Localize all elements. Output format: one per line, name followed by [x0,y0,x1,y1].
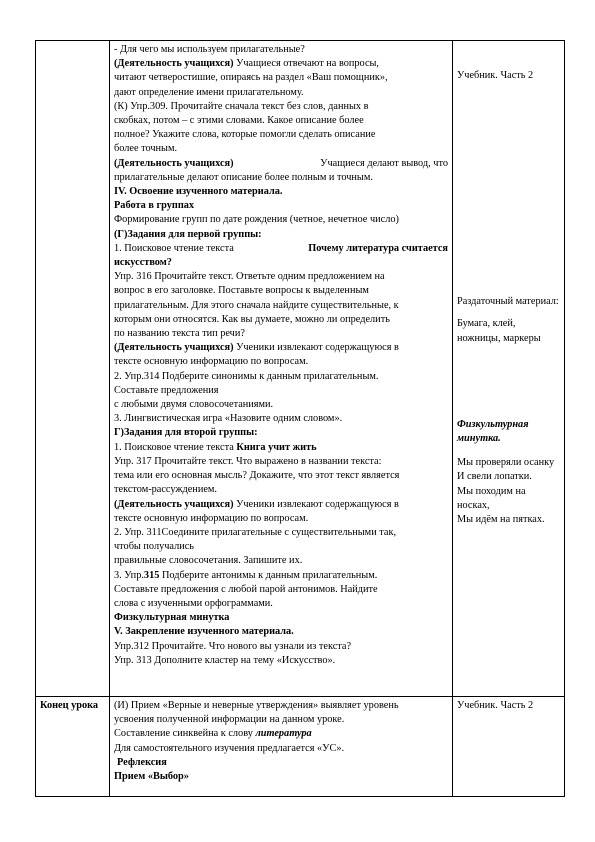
resources-cell [453,41,565,697]
text-line: тема или его основная мысль? Докажите, что этот текст является [114,470,400,482]
text-line: более точным. [114,143,178,155]
resource-handout-items: Бумага, клей, ножницы, маркеры [457,318,541,344]
text-line: (Деятельность учащихся) Ученики извлекают содержащуюся в [114,498,399,510]
text-line: (Деятельность учащихся) Учащиеся отвечают на вопросы, [114,58,380,70]
fizminutka-line: Мы идём на пятках. [457,514,545,526]
text-line: 1. Поисковое чтение текста Почему литература считается [114,242,448,254]
text-line: Составьте предложения [114,384,219,396]
text-line: правильные словосочетания. Запишите их. [114,555,303,567]
table-row [36,697,565,797]
fizminutka-line: Мы походим на носках, [457,485,526,511]
fizminutka-line: И свели лопатки. [457,471,532,483]
resource-handout-title: Раздаточный материал: [457,296,559,308]
text-line: которым они относятся. Как вы думаете, можно ли определить [114,313,390,325]
content-cell [110,697,453,797]
text-line: Упр.312 Прочитайте. Что нового вы узнали из текста? [114,640,352,652]
text-line: Формирование групп по дате рождения (четное, нечетное число) [114,214,399,226]
text-line: Упр. 317 Прочитайте текст. Что выражено в названии текста: [114,455,382,467]
text-line: 1. Поисковое чтение текста Книга учит жить [114,441,317,453]
text-line: слова с изученными орфограммами. [114,597,273,609]
text-line: (И) Прием «Верные и неверные утверждения» выявляет уровень [114,700,399,711]
stage-cell: Конец урока [36,697,110,797]
text-line: 2. Упр.314 Подберите синонимы к данным прилагательным. [114,370,379,382]
text-line: тексте основную информацию по вопросам. [114,512,309,524]
text-line: чтобы получались [114,541,194,553]
resource-textbook: Учебник. Часть 2 [457,70,534,81]
stage-cell [36,41,110,697]
text-line: Составьте предложения с любой парой антонимов. Найдите [114,583,378,595]
lesson-plan-table [35,40,565,797]
text-line: Упр. 313 Дополните кластер на тему «Искусство». [114,654,336,666]
text-line: прилагательным. Для этого сначала найдите существительные, к [114,299,399,311]
text-line: 2. Упр. 311Соедините прилагательные с существительными так, [114,526,397,538]
text-line: Упр. 316 Прочитайте текст. Ответьте одним предложением на [114,271,385,283]
text-line: 3. Лингвистическая игра «Назовите одним словом». [114,413,343,425]
text-line: скобках, потом – с этими словами. Какое описание более [114,115,364,127]
text-line: (К) Упр.309. Прочитайте сначала текст без слов, данных в [114,100,369,112]
text-line: текстом-рассуждением. [114,484,217,496]
text-line: Составление синквейна к слову литература [114,728,312,740]
subheading: Г)Задания для второй группы: [114,427,258,439]
text-line: читают четверостишие, опираясь на раздел «Ваш помощник», [114,72,388,84]
text-line: 3. Упр.315 Подберите антонимы к данным прилагательным. [114,569,378,581]
subheading: Физкультурная минутка [114,612,230,624]
text-line: (Деятельность учащихся) Ученики извлекают содержащуюся в [114,342,399,354]
text-line: прилагательные делают описание более полным и точным. [114,171,373,183]
text-line: по названию текста тип речи? [114,328,245,340]
table-row [36,41,565,697]
fizminutka-line: Мы проверяли осанку [457,457,555,469]
text-line: Для самостоятельного изучения предлагается «УС». [114,742,345,754]
subheading: Прием «Выбор» [114,771,189,783]
text-line: - Для чего мы используем прилагательные? [114,44,305,55]
text-line: вопрос в его заголовке. Поставьте вопросы к выделенным [114,285,369,297]
text-line: тексте основную информацию по вопросам. [114,356,309,368]
text-line: усвоения полученной информации на данном уроке. [114,714,345,726]
subheading: (Г)Задания для первой группы: [114,228,262,240]
text-line: искусством? [114,257,172,269]
subheading: Рефлексия [117,756,167,768]
text-line: (Деятельность учащихся) Учащиеся делают вывод, что [114,157,448,169]
resource-textbook: Учебник. Часть 2 [457,700,534,711]
section-heading: V. Закрепление изученного материала. [114,626,294,638]
content-cell [110,41,453,697]
text-line: с любыми двумя словосочетаниями. [114,399,274,411]
text-line: дают определение имени прилагательному. [114,86,304,98]
fizminutka-title: Физкультурная минутка. [457,418,529,445]
resources-cell [453,697,565,797]
section-heading: IV. Освоение изученного материала. [114,186,283,198]
text-line: полное? Укажите слова, которые помогли сделать описание [114,129,376,141]
subheading: Работа в группах [114,200,195,212]
